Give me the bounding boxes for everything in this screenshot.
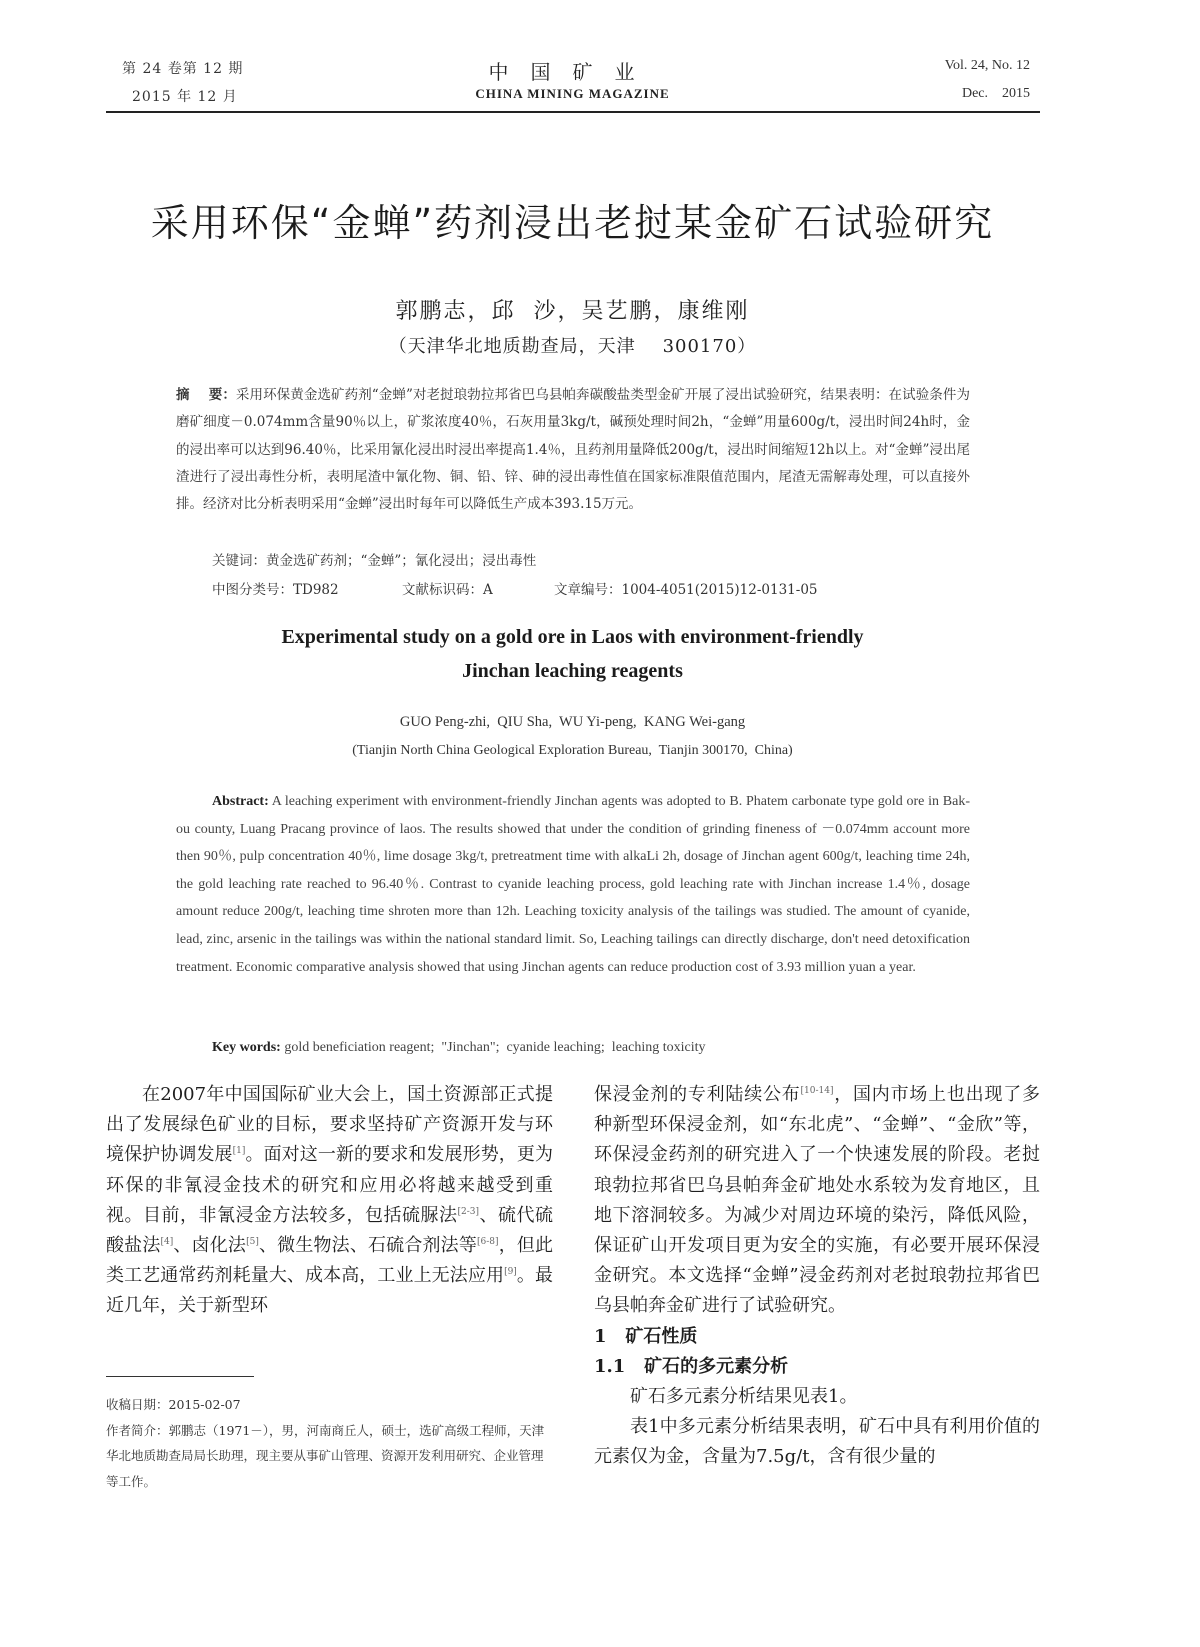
authors-en: GUO Peng-zhi, QIU Sha, WU Yi-peng, KANG Wei-gang (399, 714, 746, 730)
section-heading-1: 1 矿石性质 (594, 1325, 698, 1347)
body-right-column (594, 1080, 1040, 1473)
abstract-cn (176, 382, 970, 518)
abstract-cn-label: 摘 要： (176, 387, 236, 403)
body-text: 。最近几年，关于新型环 (106, 1265, 553, 1317)
citation: [5] (246, 1237, 259, 1248)
affiliation-en: (Tianjin North China Geological Exploration Bureau, Tianjin 300170, China) (352, 743, 793, 758)
keywords-cn-text: 黄金选矿药剂；“金蝉”；氰化浸出；浸出毒性 (266, 553, 537, 569)
citation: [9] (504, 1267, 517, 1278)
author-bio: 作者简介：郭鹏志（1971－），男，河南商丘人，硕士，选矿高级工程师，天津华北地质勘查局局长助理，现主要从事矿山管理、资源开发利用研究、企业管理等工作。 (106, 1422, 545, 1489)
intro-paragraph-continued (594, 1080, 1040, 1322)
volume-issue-cn: 第 24 卷第 12 期 (122, 61, 244, 77)
volume-issue-en: Vol. 24, No. 12 (944, 58, 1030, 73)
paper-title-cn: 采用环保“金蝉”药剂浸出老挝某金矿石试验研究 (150, 201, 995, 245)
section-heading-1-1: 1.1 矿石的多元素分析 (594, 1355, 789, 1377)
body-text: 、微生物法、石硫合剂法等 (258, 1235, 478, 1257)
body-text: 保浸金剂的专利陆续公布 (594, 1084, 801, 1105)
journal-name-en: CHINA MINING MAGAZINE (475, 86, 670, 101)
affiliation-cn: （天津华北地质勘查局，天津 300170） (388, 336, 757, 357)
journal-name-cn: 中国矿业 (488, 60, 657, 84)
body-text: 在2007年中国国际矿业大会上，国土资源部正式提出了发展绿色矿业的目标，要求坚持矿产资源开发与环境保护协调发展 (106, 1084, 553, 1166)
body-left-column (106, 1080, 553, 1322)
header-rule (106, 111, 1040, 113)
footnote (106, 1392, 553, 1494)
keywords-en-text: gold beneficiation reagent; "Jinchan"; cyanide leaching; leaching toxicity (280, 1040, 706, 1055)
citation: [2-3] (457, 1206, 480, 1217)
clc-number: 中图分类号：TD982 (212, 582, 339, 598)
authors-cn: 郭鹏志，邱 沙，吴艺鹏，康维刚 (395, 299, 750, 324)
body-text: ，国内市场上也出现了多种新型环保浸金剂，如“东北虎”、“金蝉”、“金欣”等，环保浸金药剂的研究进入了一个快速发展的阶段。老挝琅勃拉邦省巴乌县帕奔金矿地处水系较为发育地区，且地下溶洞较多。为减少对周边环境的染污，降低风险，保证矿山开发项目更为安全的实施，有必要开展环保浸金研究。本文选择“金蝉”浸金药剂对老挝琅勃拉邦省巴乌县帕奔金矿进行了试验研究。 (594, 1084, 1040, 1317)
body-text: ，但此类工艺通常药剂耗量大、成本高，工业上无法应用 (106, 1235, 554, 1287)
body-paragraph: 表1中多元素分析结果表明，矿石中具有利用价值的元素仅为金，含量为7.5g/t，含有很少量的 (594, 1416, 1040, 1468)
citation: [6-8] (477, 1237, 499, 1248)
date-cn: 2015 年 12 月 (132, 89, 238, 105)
abstract-en-label: Abstract: (212, 794, 269, 809)
paper-title-en-line2: Jinchan leaching reagents (462, 660, 683, 682)
document-code: 文献标识码：A (402, 582, 493, 598)
citation: [10-14] (800, 1086, 834, 1096)
citation: [1] (232, 1146, 246, 1157)
citation: [4] (160, 1237, 174, 1248)
keywords-en (212, 1040, 706, 1056)
body-text: 、卤化法 (173, 1235, 247, 1257)
keywords-en-label: Key words: (212, 1040, 281, 1055)
abstract-cn-text: 采用环保黄金选矿药剂“金蝉”对老挝琅勃拉邦省巴乌县帕奔碳酸盐类型金矿开展了浸出试验研究，结果表明：在试验条件为磨矿细度－0.074mm含量90％以上，矿浆浓度40％，石灰用量3kg/t，碱预处理时间2h，“金蝉”用量600g/t，浸出时间24h时，金的浸出率可以达到96.40％，比采用氰化浸出时浸出率提高1.4％，且药剂用量降低200g/t，浸出时间缩短12h以上。对“金蝉”浸出尾渣进行了浸出毒性分析，表明尾渣中氰化物、铜、铅、锌、砷的浸出毒性值在国家标准限值范围内，尾渣无需解毒处理，可以直接外排。经济对比分析表明采用“金蝉”浸出时每年可以降低生产成本393.15万元。 (176, 387, 970, 513)
body-text: 、硫代硫酸盐法 (106, 1204, 554, 1257)
received-date: 收稿日期：2015-02-07 (106, 1397, 241, 1412)
body-paragraph: 矿石多元素分析结果见表1。 (630, 1386, 858, 1408)
date-en: Dec. 2015 (961, 86, 1030, 101)
footnote-rule (106, 1376, 254, 1377)
keywords-cn (212, 549, 536, 569)
paper-title-en-line1: Experimental study on a gold ore in Laos with environment-friendly (281, 626, 864, 648)
abstract-en (176, 788, 970, 981)
abstract-en-text: A leaching experiment with environment-friendly Jinchan agents was adopted to B. Phatem carbonate type gold ore in Bak-ou county, Luang Pracang province of laos. The results showed that under the condition of grinding fineness of －0.074mm account more then 90％, pulp concentration 40％, lime dosage 3kg/t, pretreatment time with alkaLi 2h, dosage of Jinchan agent 600g/t, leaching time 24h, the gold leaching rate reached to 96.40％. Contrast to cyanide leaching process, gold leaching rate with Jinchan increase 1.4％, dosage amount reduce 200g/t, leaching time shroten more than 12h. Leaching toxicity analysis of the tailings was studied. The amount of cyanide, lead, zinc, arsenic in the tailings was within the national standard limit. So, Leaching tailings can directly discharge, don't need detoxification treatment. Economic comparative analysis showed that using Jinchan agents can reduce production cost of 3.93 million yuan a year. (176, 794, 970, 975)
body-text: 。面对这一新的要求和发展形势，更为环保的非氰浸金技术的研究和应用必将越来越受到重视。目前，非氰浸金方法较多，包括硫脲法 (106, 1144, 553, 1226)
keywords-cn-label: 关键词： (212, 553, 266, 569)
intro-paragraph (106, 1080, 553, 1322)
article-number: 文章编号：1004-4051(2015)12-0131-05 (554, 582, 818, 598)
